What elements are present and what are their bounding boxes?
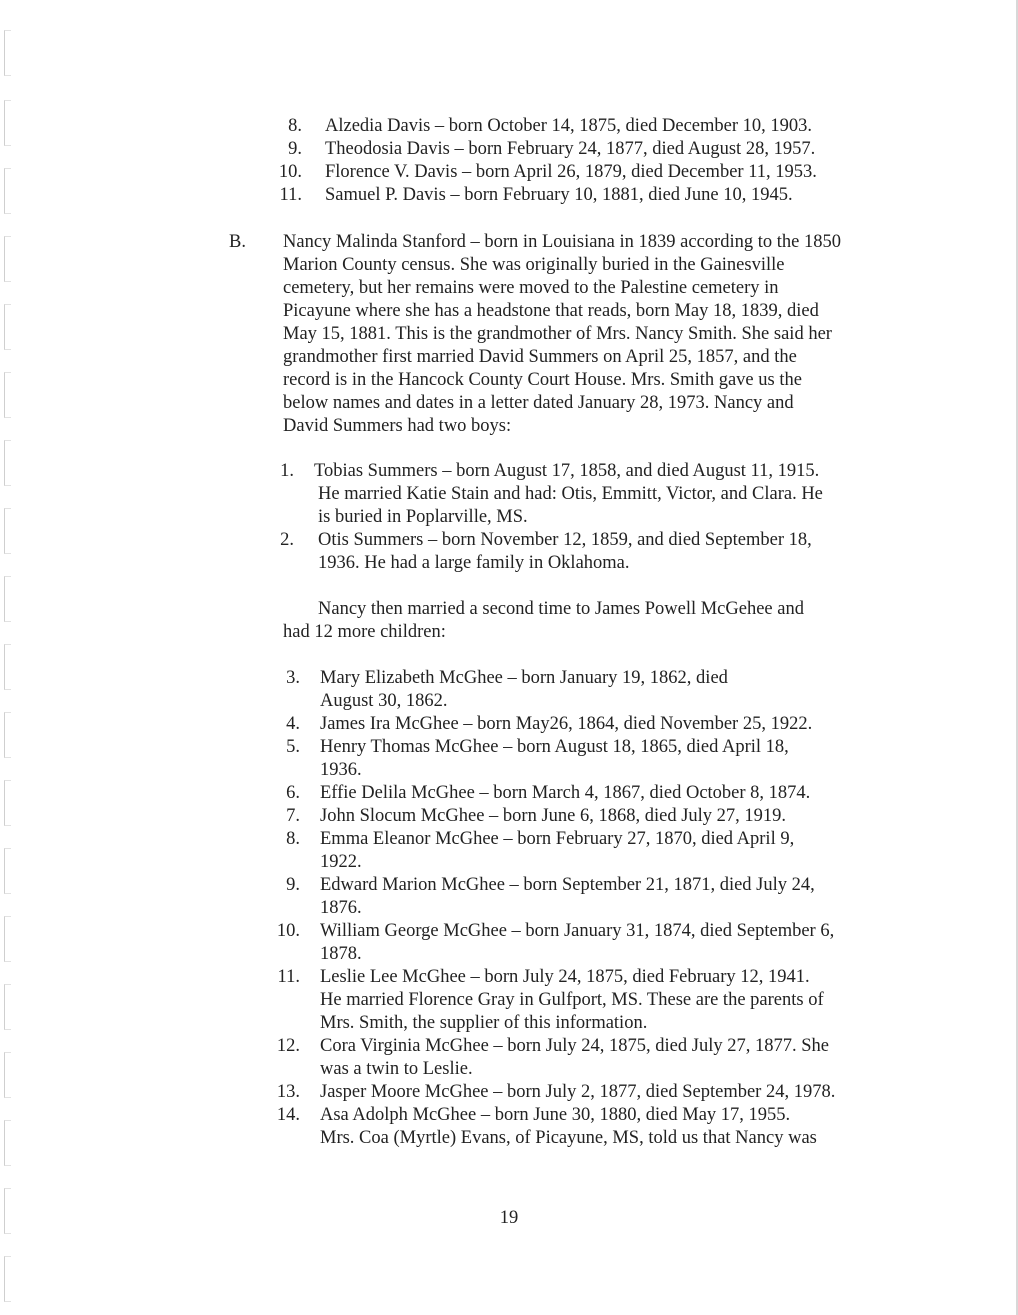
list-item: William George McGhee – born January 31, 1874, died September 6, (320, 921, 835, 941)
list-item: Emma Eleanor McGhee – born February 27, 1870, died April 9, (320, 829, 795, 849)
list-item-continuation: 1922. (320, 852, 362, 872)
list-item-number: 8. (286, 829, 300, 849)
paragraph-line: Nancy then married a second time to James Powell McGehee and (318, 599, 804, 619)
list-item-continuation: August 30, 1862. (320, 691, 448, 711)
paragraph-line: record is in the Hancock County Court House. Mrs. Smith gave us the (283, 370, 802, 390)
list-item: Jasper Moore McGhee – born July 2, 1877, died September 24, 1978. (320, 1082, 836, 1102)
list-item: Henry Thomas McGhee – born August 18, 1865, died April 18, (320, 737, 789, 757)
list-item-number: 10. (276, 921, 300, 941)
list-item-continuation: is buried in Poplarville, MS. (318, 507, 528, 527)
binding-marks (0, 0, 14, 1315)
list-item: Florence V. Davis – born April 26, 1879, died December 11, 1953. (325, 162, 817, 182)
list-item: Mary Elizabeth McGhee – born January 19, 1862, died (320, 668, 728, 688)
list-item: James Ira McGhee – born May26, 1864, died November 25, 1922. (320, 714, 813, 734)
paragraph-line: cemetery, but her remains were moved to the Palestine cemetery in (283, 278, 779, 298)
list-item: Cora Virginia McGhee – born July 24, 1875, died July 27, 1877. She (320, 1036, 829, 1056)
list-item-number: 14. (276, 1105, 300, 1125)
list-item-continuation: 1936. (320, 760, 362, 780)
list-item: Leslie Lee McGhee – born July 24, 1875, died February 12, 1941. (320, 967, 810, 987)
paragraph-line: David Summers had two boys: (283, 416, 512, 436)
list-item: Tobias Summers – born August 17, 1858, and died August 11, 1915. (314, 461, 820, 481)
paragraph-line: grandmother first married David Summers on April 25, 1857, and the (283, 347, 797, 367)
section-label: B. (229, 232, 246, 252)
list-item-number: 12. (276, 1036, 300, 1056)
list-item-number: 9. (288, 139, 302, 159)
list-item-number: 11. (277, 967, 300, 987)
list-item: Effie Delila McGhee – born March 4, 1867, died October 8, 1874. (320, 783, 811, 803)
list-item: Asa Adolph McGhee – born June 30, 1880, died May 17, 1955. (320, 1105, 791, 1125)
list-item: Edward Marion McGhee – born September 21, 1871, died July 24, (320, 875, 815, 895)
list-item-number: 9. (286, 875, 300, 895)
list-item-continuation: Mrs. Smith, the supplier of this information. (320, 1013, 648, 1033)
list-item-number: 11. (279, 185, 302, 205)
list-item-continuation: He married Florence Gray in Gulfport, MS. These are the parents of (320, 990, 824, 1010)
list-item-number: 2. (280, 530, 294, 550)
list-item-number: 5. (286, 737, 300, 757)
paragraph-line: Picayune where she has a headstone that reads, born May 18, 1839, died (283, 301, 819, 321)
list-item-continuation: 1876. (320, 898, 362, 918)
page-number: 19 (499, 1208, 519, 1228)
paragraph-line: Marion County census. She was originally buried in the Gainesville (283, 255, 785, 275)
list-item-continuation: 1878. (320, 944, 362, 964)
list-item-number: 6. (286, 783, 300, 803)
list-item-number: 1. (280, 461, 294, 481)
list-item-number: 13. (276, 1082, 300, 1102)
list-item-number: 7. (286, 806, 300, 826)
list-item-continuation: 1936. He had a large family in Oklahoma. (318, 553, 630, 573)
paragraph-line: May 15, 1881. This is the grandmother of Mrs. Nancy Smith. She said her (283, 324, 832, 344)
list-item: Theodosia Davis – born February 24, 1877, died August 28, 1957. (325, 139, 816, 159)
paragraph-line: Nancy Malinda Stanford – born in Louisiana in 1839 according to the 1850 (283, 232, 841, 252)
list-item-number: 8. (288, 116, 302, 136)
section-b-paragraph (283, 231, 903, 438)
list-item-number: 3. (286, 668, 300, 688)
list-item: John Slocum McGhee – born June 6, 1868, died July 27, 1919. (320, 806, 787, 826)
paragraph-line: below names and dates in a letter dated January 28, 1973. Nancy and (283, 393, 794, 413)
list-item: Otis Summers – born November 12, 1859, and died September 18, (318, 530, 812, 550)
list-item-continuation: Mrs. Coa (Myrtle) Evans, of Picayune, MS, told us that Nancy was (320, 1128, 817, 1148)
list-item: Alzedia Davis – born October 14, 1875, died December 10, 1903. (325, 116, 813, 136)
paragraph-line: had 12 more children: (283, 622, 446, 642)
list-item-number: 10. (278, 162, 302, 182)
list-item-number: 4. (286, 714, 300, 734)
list-item-continuation: was a twin to Leslie. (320, 1059, 473, 1079)
list-item: Samuel P. Davis – born February 10, 1881, died June 10, 1945. (325, 185, 793, 205)
list-item-continuation: He married Katie Stain and had: Otis, Emmitt, Victor, and Clara. He (318, 484, 823, 504)
